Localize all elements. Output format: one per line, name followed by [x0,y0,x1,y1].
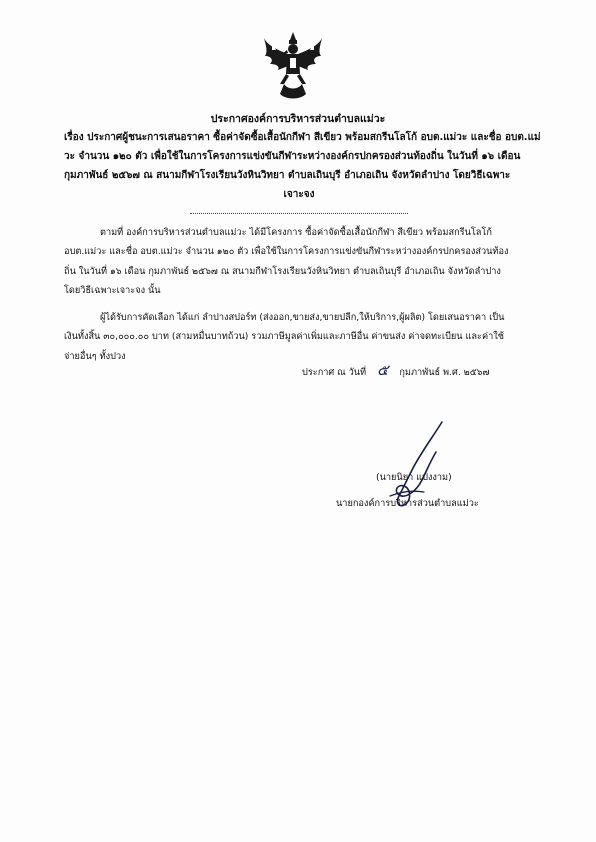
dotted-divider [190,213,408,214]
document-title: ประกาศองค์การบริหารส่วนตำบลแม่วะ [210,113,386,125]
subject-line: เจาะจง [283,189,315,200]
document-subject [64,128,541,204]
signer-title: นายกองค์การบริหารส่วนตำบลแม่วะ [336,498,479,509]
subject-line: กุมภาพันธ์ ๒๕๖๗ ณ สนามกีฬาโรงเรียนวังหินวิทยา ตำบลเถินบุรี อำเภอเถิน จังหวัดลำปาง โดยวิธีเฉพาะ [64,170,511,181]
paragraph-1-body [64,242,534,301]
paragraph-2-first-line: ผู้ได้รับการคัดเลือก ได้แก่ ลำปางสปอร์ท (ส่งออก,ขายส่ง,ขายปลีก,ให้บริการ,ผู้ผลิต) โดยเสนอราคา เป็น [100,312,505,323]
subject-line: วะ จำนวน ๑๒๐ ตัว เพื่อใช้ในการโครงการแข่งขันกีฬาระหว่างองค์กรปกครองส่วนท้องถิ่น ในวันที่ ๑๖ เดือน [64,151,521,162]
paragraph-line: ถิ่น ในวันที่ ๑๖ เดือน กุมภาพันธ์ ๒๕๖๗ ณ สนามกีฬาโรงเรียนวังหินวิทยา ตำบลเถินบุรี อำเภอเถิน จังหวัดลำปาง [64,265,501,277]
garuda-emblem-icon [262,30,324,102]
paragraph-line: เงินทั้งสิ้น ๓๐,๐๐๐.๐๐ บาท (สามหมื่นบาทถ้วน) รวมภาษีมูลค่าเพิ่มและภาษีอื่น ค่าขนส่ง ค่าจดทะเบียน และค่าใช้ [64,331,505,342]
paragraph-1-first-line: ตามที่ องค์การบริหารส่วนตำบลแม่วะ ได้มีโครงการ ซื้อค่าจัดซื้อเสื้อนักกีฬา สีเขียว พร้อมสกรีนโลโก้ [100,227,492,238]
paragraph-line: อบต.แม่วะ และชื่อ อบต.แม่วะ จำนวน ๑๒๐ ตัว เพื่อใช้ในการโครงการแข่งขันกีฬาระหว่างองค์กรปกครองส่วนท้อง [64,246,509,257]
subject-line: เรื่อง ประกาศผู้ชนะการเสนอราคา ซื้อค่าจัดซื้อเสื้อนักกีฬา สีเขียว พร้อมสกรีนโลโก้ อบต.แม่วะ และชื่อ อบต.แม่ [64,132,541,143]
date-prefix: ประกาศ ณ วันที่ [302,367,367,378]
paragraph-line: โดยวิธีเฉพาะเจาะจง นั้น [64,285,161,296]
date-month-year: กุมภาพันธ์ พ.ศ. ๒๕๖๗ [399,367,490,378]
date-day: ๕ [377,361,389,379]
paragraph-line: จ่ายอื่นๆ ทั้งปวง [64,350,126,362]
signer-name: (นายนิยา แปงงาม) [376,472,452,483]
announcement-date [302,358,489,382]
